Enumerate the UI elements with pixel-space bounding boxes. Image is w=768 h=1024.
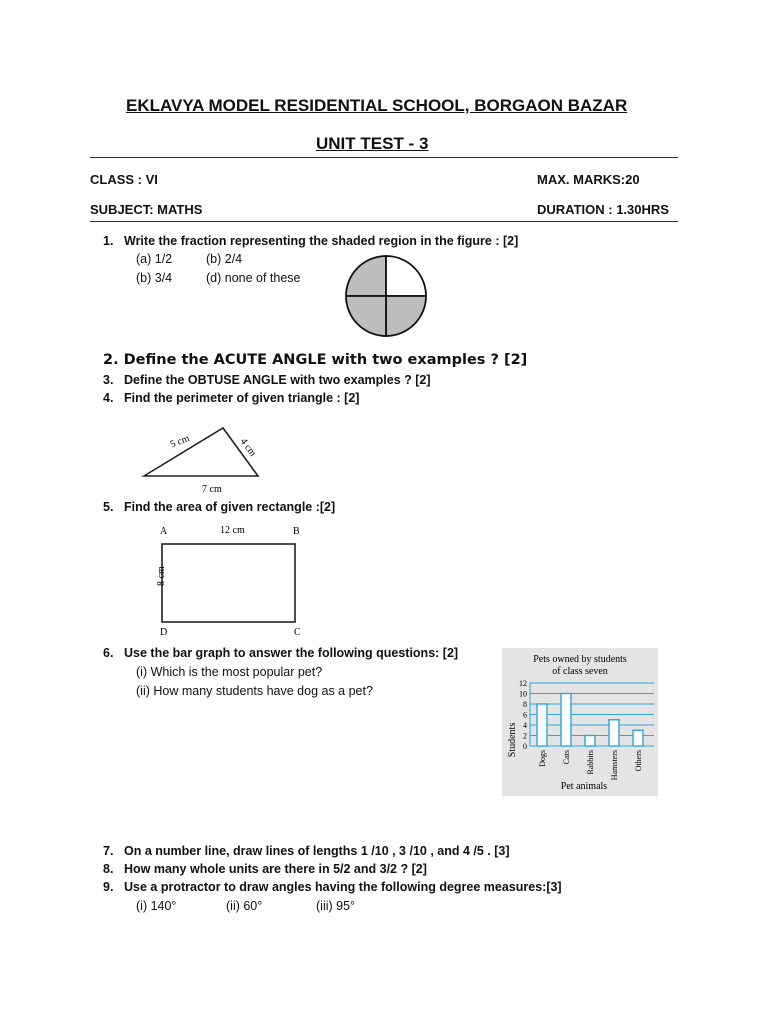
q5-number: 5. xyxy=(103,500,114,514)
chart-y-axis-label: Students xyxy=(507,722,518,758)
q7-number: 7. xyxy=(103,844,114,858)
x-tick-label-others: Others xyxy=(634,750,643,772)
q4-triangle-figure xyxy=(130,418,280,498)
q5-text: Find the area of given rectangle :[2] xyxy=(124,500,336,514)
triangle-side-c: 7 cm xyxy=(202,484,222,495)
chart-title-2 xyxy=(552,666,608,677)
q4-text: Find the perimeter of given triangle : [2] xyxy=(124,391,360,405)
q1-option-b: (b) 2/4 xyxy=(206,252,243,266)
triangle-shape xyxy=(144,428,258,476)
bar-dogs xyxy=(537,704,547,746)
y-tick-label: 6 xyxy=(523,710,527,720)
q6-text: Use the bar graph to answer the following questions: [2] xyxy=(124,646,459,660)
subject-label: SUBJECT: MATHS xyxy=(90,202,203,217)
pets-bar-chart xyxy=(502,648,658,796)
q8-text: How many whole units are there in 5/2 and 3/2 ? [2] xyxy=(124,862,427,876)
bar-others xyxy=(633,730,643,746)
q6-subquestion-1: (i) Which is the most popular pet? xyxy=(136,665,323,679)
q7-text: On a number line, draw lines of lengths 1 /10 , 3 /10 , and 4 /5 . [3] xyxy=(124,844,510,858)
bar-cats xyxy=(561,694,571,747)
vertex-b-label: B xyxy=(293,526,300,537)
q3-number: 3. xyxy=(103,373,114,387)
q1-option-c: (b) 3/4 xyxy=(136,271,173,285)
q1-number: 1. xyxy=(103,234,114,248)
x-tick-label-rabbits: Rabbits xyxy=(586,750,595,775)
q3-text: Define the OBTUSE ANGLE with two examples ? [2] xyxy=(124,373,431,387)
q5-rectangle-figure xyxy=(138,520,313,642)
x-tick-label-cats: Cats xyxy=(562,750,571,765)
q1-option-d: (d) none of these xyxy=(206,271,301,285)
school-name: EKLAVYA MODEL RESIDENTIAL SCHOOL, BORGAON BAZAR xyxy=(126,96,628,115)
chart-title-line-2: of class seven xyxy=(552,666,608,677)
q6-number: 6. xyxy=(103,646,114,660)
q2-text: 2. Define the ACUTE ANGLE with two examples ? [2] xyxy=(103,352,528,368)
circle-quarter-top-left xyxy=(346,256,386,296)
q1-circle-figure xyxy=(340,250,432,342)
q9-option-2: (ii) 60° xyxy=(226,899,263,913)
q6-subquestion-2: (ii) How many students have dog as a pet? xyxy=(136,684,373,698)
vertex-a-label: A xyxy=(160,526,168,537)
chart-title xyxy=(533,654,627,665)
vertex-d-label: D xyxy=(160,627,168,638)
bar-rabbits xyxy=(585,736,595,747)
test-title: UNIT TEST - 3 xyxy=(316,134,429,153)
rectangle-width-label: 12 cm xyxy=(220,525,245,536)
bar-hamsters xyxy=(609,720,619,746)
rectangle-height-label: 8 cm xyxy=(156,566,167,586)
max-marks: MAX. MARKS:20 xyxy=(537,172,640,187)
class-label: CLASS : VI xyxy=(90,172,158,187)
chart-title-line-1: Pets owned by students xyxy=(533,654,627,665)
triangle-side-b: 4 cm xyxy=(237,436,259,459)
rectangle-shape xyxy=(162,544,295,622)
x-tick-label-dogs: Dogs xyxy=(538,750,547,767)
q1-text: Write the fraction representing the shaded region in the figure : [2] xyxy=(124,234,519,248)
q9-option-3: (iii) 95° xyxy=(316,899,356,913)
q9-option-1: (i) 140° xyxy=(136,899,177,913)
circle-quarter-bottom-right xyxy=(386,296,426,336)
y-tick-label: 2 xyxy=(523,731,527,741)
y-tick-label: 10 xyxy=(519,689,527,699)
y-tick-label: 12 xyxy=(519,679,527,688)
circle-quarter-bottom-left xyxy=(346,296,386,336)
y-tick-label: 0 xyxy=(523,742,527,751)
triangle-side-a: 5 cm xyxy=(168,433,192,451)
vertex-c-label: C xyxy=(294,627,301,638)
q4-number: 4. xyxy=(103,391,114,405)
q9-text: Use a protractor to draw angles having the following degree measures:[3] xyxy=(124,880,562,894)
chart-x-axis-label: Pet animals xyxy=(560,781,608,792)
q9-number: 9. xyxy=(103,880,114,894)
header-rule-bottom xyxy=(90,221,678,222)
y-tick-label: 8 xyxy=(523,700,527,709)
q8-number: 8. xyxy=(103,862,114,876)
q1-option-a: (a) 1/2 xyxy=(136,252,173,266)
duration-label: DURATION : 1.30HRS xyxy=(537,202,669,217)
x-tick-label-hamsters: Hamsters xyxy=(610,750,619,781)
y-tick-label: 4 xyxy=(523,721,527,730)
circle-quarter-top-right xyxy=(386,256,426,296)
header-rule-top xyxy=(90,157,678,158)
